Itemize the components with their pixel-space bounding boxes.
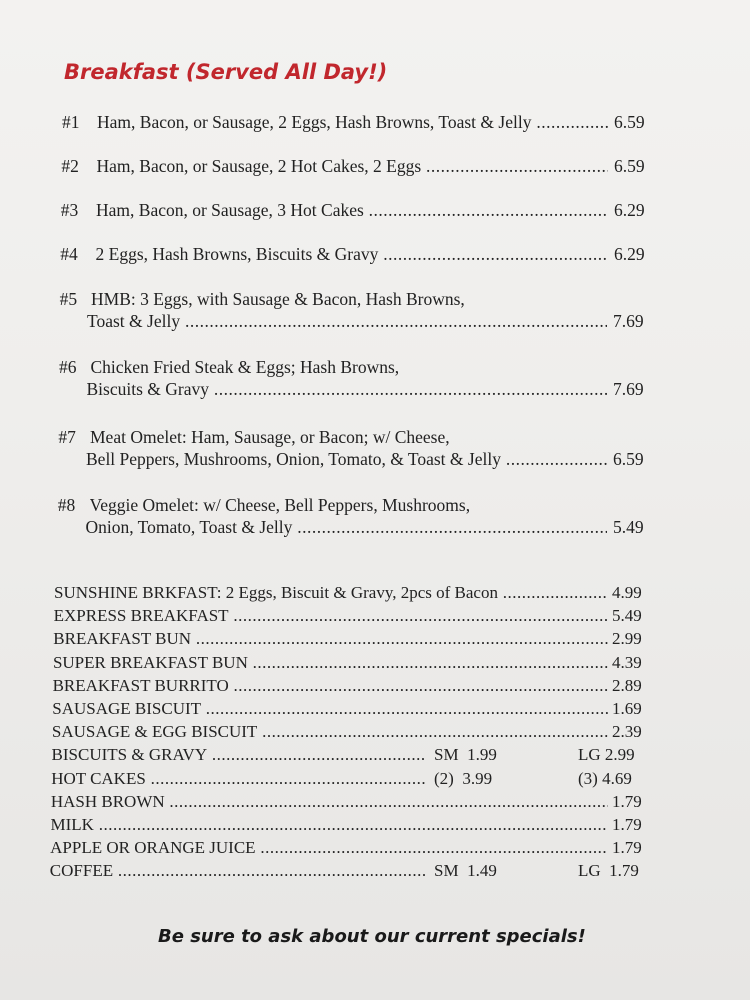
combo-description-text: Biscuits & Gravy [86,379,209,399]
menu-section-title: Breakfast (Served All Day!) [64,60,388,84]
combo-number: #3 [60,200,79,220]
menu-item-name [53,629,608,649]
menu-item-price: 1.79 [612,838,642,858]
combo-price: 7.69 [613,311,644,331]
menu-item-name [54,606,608,626]
combo-description-text: Ham, Bacon, or Sausage, 3 Hot Cakes [96,200,364,220]
menu-item-name [53,676,608,696]
combo-number: #2 [61,156,79,176]
menu-item-price: 2.39 [612,722,642,742]
combo-description-text: Meat Omelet: Ham, Sausage, or Bacon; w/ Cheese, [90,427,450,447]
menu-item-small-price: SM 1.99 [434,745,497,765]
menu-item-name [51,792,608,812]
combo-price: 5.49 [613,517,644,537]
combo-description-continued [86,517,608,538]
menu-item-price: 2.99 [612,629,642,649]
combo-price: 6.29 [614,244,645,264]
menu-item-price: 1.79 [612,815,642,834]
menu-item-name [53,653,608,673]
menu-item-name [52,699,608,719]
menu-item-name-text: HOT CAKES [51,768,146,788]
menu-item-large-price: (3) 4.69 [578,768,632,788]
menu-item-price: 5.49 [612,606,642,626]
combo-description-text: Ham, Bacon, or Sausage, 2 Eggs, Hash Browns, Toast & Jelly [97,112,532,132]
menu-item-price: 4.99 [612,583,642,602]
combo-price: 6.59 [614,156,645,176]
menu-item-name-text: COFFEE [49,861,114,881]
combo-number: #5 [59,289,78,309]
combo-number: #7 [58,427,76,447]
menu-item-price: 1.79 [612,791,642,811]
combo-description-continued [87,311,607,332]
menu-item-large-price: LG 1.79 [578,861,639,881]
menu-item-name [51,769,425,789]
combo-description-text: HMB: 3 Eggs, with Sausage & Bacon, Hash Browns, [91,289,465,309]
combo-number: #4 [60,244,78,264]
combo-description-text: Bell Peppers, Mushrooms, Onion, Tomato, & Toast & Jelly [86,449,501,469]
combo-description [97,112,608,133]
menu-item-small-price: (2) 3.99 [434,768,493,788]
menu-item-name-text: BREAKFAST BUN [53,629,192,649]
combo-description [90,427,550,448]
combo-number: #1 [62,112,80,132]
combo-description-continued [87,379,608,400]
combo-description-text: Toast & Jelly [87,311,181,331]
combo-description [91,289,551,310]
menu-item-name-text: SAUSAGE & EGG BISCUIT [51,722,258,742]
menu-item-name [52,745,425,765]
menu-item-name-text: SAUSAGE BISCUIT [52,699,202,718]
combo-description [90,495,550,516]
menu-item-name-text: MILK [50,815,94,834]
combo-description [96,244,609,265]
menu-item-name-text: EXPRESS BREAKFAST [53,606,229,626]
combo-description-text: Ham, Bacon, or Sausage, 2 Hot Cakes, 2 Eggs [96,156,422,176]
menu-item-price: 4.39 [612,652,642,672]
combo-description [96,200,608,221]
combo-description-continued [86,449,607,470]
menu-item-price: 1.69 [612,699,642,718]
menu-item-price: 2.89 [612,675,642,695]
menu-item-name-text: BREAKFAST BURRITO [52,675,229,695]
combo-description-text: 2 Eggs, Hash Browns, Biscuits & Gravy [95,244,379,264]
menu-item-small-price: SM 1.49 [434,861,497,881]
combo-description-text: Chicken Fried Steak & Eggs; Hash Browns, [90,357,400,377]
combo-price: 6.59 [614,112,645,132]
menu-item-large-price: LG 2.99 [578,745,635,765]
menu-item-name [52,722,608,742]
menu-item-name [54,583,608,603]
combo-price: 6.59 [613,449,644,469]
menu-item-name [50,838,608,858]
combo-number: #8 [57,495,76,515]
menu-item-name [50,861,425,881]
combo-description-text: Onion, Tomato, Toast & Jelly [85,517,293,537]
combo-price: 7.69 [613,379,644,399]
menu-item-name-text: SUNSHINE BRKFAST: 2 Eggs, Biscuit & Gravy, 2pcs of Bacon [54,583,498,602]
combo-description [97,156,609,177]
menu-item-name-text: BISCUITS & GRAVY [51,745,208,765]
combo-price: 6.29 [614,200,645,220]
combo-description-text: Veggie Omelet: w/ Cheese, Bell Peppers, Mushrooms, [89,495,471,515]
menu-item-name-text: HASH BROWN [50,791,165,811]
menu-item-name-text: SUPER BREAKFAST BUN [52,652,248,672]
menu-item-name [51,815,609,835]
menu-item-name-text: APPLE OR ORANGE JUICE [50,838,256,858]
specials-note: Be sure to ask about our current specials! [158,926,586,947]
combo-description [91,357,551,378]
combo-number: #6 [59,357,77,377]
